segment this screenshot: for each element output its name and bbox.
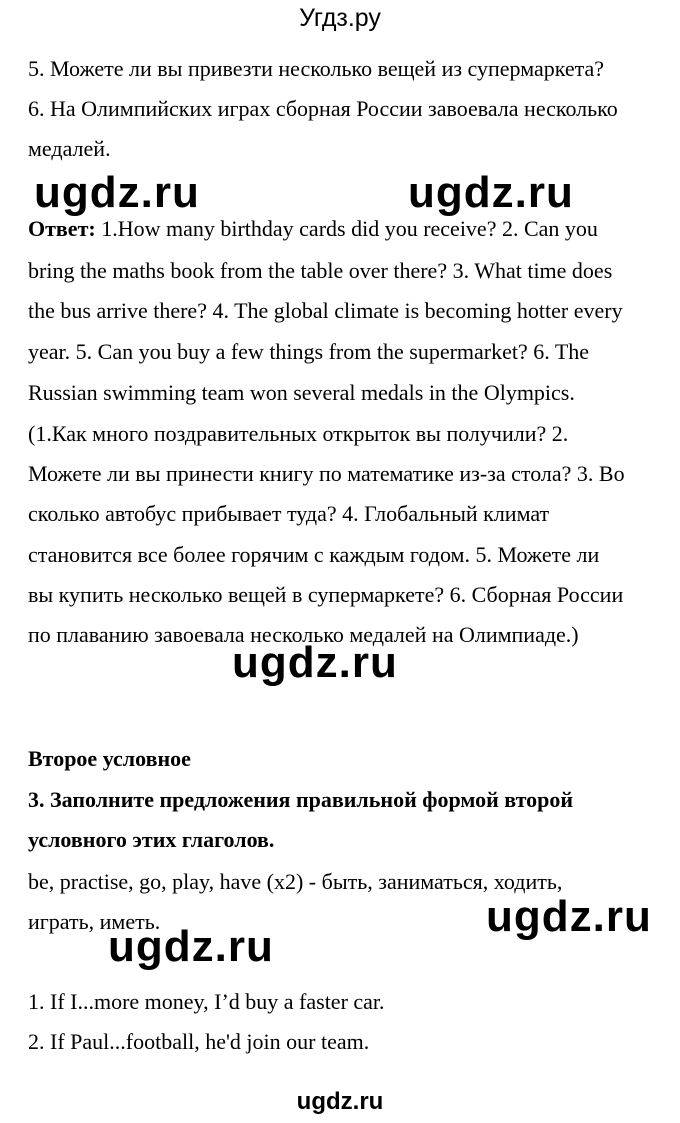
site-footer: ugdz.ru [296, 1088, 384, 1115]
answer-translation-line: (1.Как много поздравительных открыток вы получили? 2. [28, 421, 569, 446]
answer-text: 1.How many birthday cards did you receive? 2. Can you [95, 216, 598, 241]
answer-line: Russian swimming team won several medals in the Olympics. [28, 380, 575, 405]
watermark: ugdz.ru [232, 638, 398, 687]
answer-translation-line: Можете ли вы принести книгу по математике из-за стола? 3. Во [28, 461, 625, 486]
answer-line: bring the maths book from the table over there? 3. What time does [28, 258, 613, 283]
watermark: ugdz.ru [486, 892, 652, 941]
exercise-sentence: 1. If I...more money, I’d buy a faster car. [28, 989, 385, 1014]
answer-line: year. 5. Can you buy a few things from the supermarket? 6. The [28, 339, 590, 364]
watermark: ugdz.ru [408, 168, 574, 217]
answer-translation-line: по плаванию завоевала несколько медалей на Олимпиаде.) [28, 622, 579, 647]
answer-translation-line: вы купить несколько вещей в супермаркете? 6. Сборная России [28, 582, 624, 607]
answer-translation-line: становится все более горячим с каждым годом. 5. Можете ли [28, 542, 600, 567]
task-line: условного этих глаголов. [28, 827, 275, 852]
verbs-line: be, practise, go, play, have (x2) - быть, заниматься, ходить, [28, 869, 563, 894]
exercise-sentence: 2. If Paul...football, he'd join our team. [28, 1029, 370, 1054]
answer-label: Ответ: [28, 216, 96, 241]
verbs-line: играть, иметь. [28, 909, 161, 934]
watermark: ugdz.ru [34, 168, 200, 217]
answer-line: the bus arrive there? 4. The global climate is becoming hotter every [28, 298, 623, 323]
answer-translation-line: сколько автобус прибывает туда? 4. Глобальный климат [28, 501, 550, 526]
site-header: Угдз.ру [299, 4, 381, 32]
answer-line [28, 215, 598, 243]
watermark: ugdz.ru [108, 922, 274, 971]
question-line: медалей. [28, 136, 111, 161]
task-line: 3. Заполните предложения правильной формой второй [28, 787, 574, 812]
question-line: 6. На Олимпийских играх сборная России завоевала несколько [28, 96, 618, 121]
question-line: 5. Можете ли вы привезти несколько вещей из супермаркета? [28, 56, 605, 81]
section-title: Второе условное [28, 746, 191, 771]
